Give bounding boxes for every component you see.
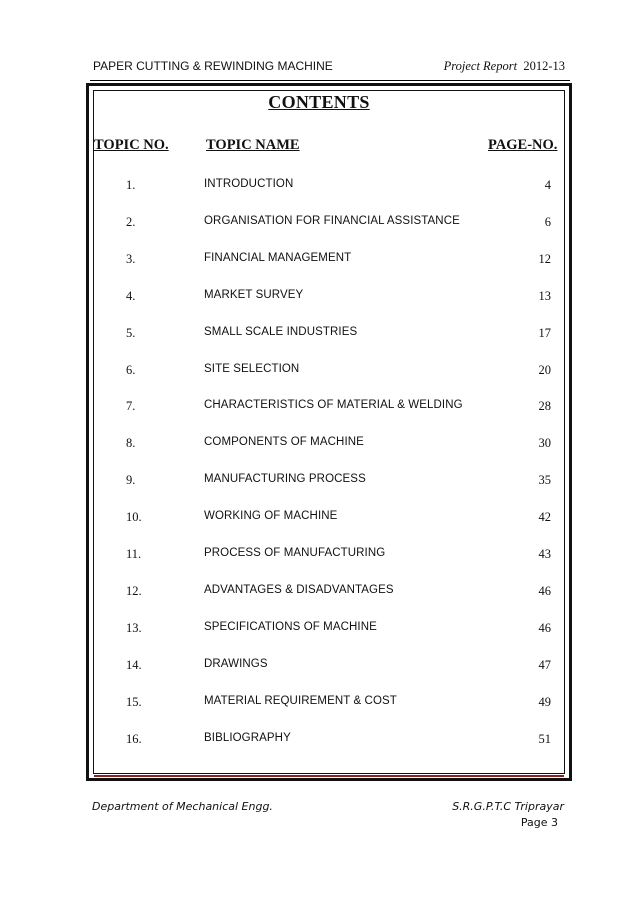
toc-topic-number: 13. xyxy=(126,620,142,635)
toc-topic-number: 4. xyxy=(126,288,136,303)
toc-topic-number: 10. xyxy=(126,510,142,525)
toc-topic-number: 12. xyxy=(126,583,142,598)
toc-topic-name: COMPONENTS OF MACHINE xyxy=(204,436,364,449)
toc-row xyxy=(0,695,638,713)
column-header-page-no: PAGE-NO. xyxy=(488,137,558,153)
toc-topic-name: INTRODUCTION xyxy=(204,178,294,190)
toc-page-number: 46 xyxy=(538,620,551,635)
toc-topic-number: 8. xyxy=(126,436,136,451)
toc-page-number: 4 xyxy=(544,178,551,192)
toc-page-number: 51 xyxy=(538,731,551,746)
toc-page-number: 6 xyxy=(544,214,551,229)
toc-page-number: 28 xyxy=(538,399,551,414)
column-header-topic-no: TOPIC NO. xyxy=(94,137,169,153)
toc-topic-name: SITE SELECTION xyxy=(204,362,300,375)
toc-topic-number: 3. xyxy=(126,251,136,266)
toc-topic-number: 14. xyxy=(126,657,142,672)
toc-topic-name: MATERIAL REQUIREMENT & COST xyxy=(204,694,397,707)
toc-topic-number: 11. xyxy=(126,547,142,561)
toc-topic-name: SMALL SCALE INDUSTRIES xyxy=(204,325,358,338)
toc-topic-number: 6. xyxy=(126,362,136,377)
toc-page-number: 42 xyxy=(538,510,551,525)
toc-topic-name: CHARACTERISTICS OF MATERIAL & WELDING xyxy=(204,399,463,412)
toc-page-number: 12 xyxy=(538,251,551,266)
toc-page-number: 13 xyxy=(538,288,551,303)
contents-heading-text: CONTENTS xyxy=(268,92,370,112)
toc-row xyxy=(0,658,638,676)
toc-row xyxy=(0,621,638,639)
toc-row xyxy=(0,326,638,344)
toc-row xyxy=(0,363,638,381)
toc-row xyxy=(0,436,638,454)
toc-topic-number: 5. xyxy=(126,325,136,340)
toc-page-number: 20 xyxy=(538,362,551,377)
toc-topic-number: 2. xyxy=(126,214,136,229)
toc-page-number: 49 xyxy=(538,694,551,709)
header-project-report xyxy=(444,59,565,74)
header-title: PAPER CUTTING & REWINDING MACHINE xyxy=(93,59,333,73)
contents-heading xyxy=(0,92,638,113)
toc-topic-name: FINANCIAL MANAGEMENT xyxy=(204,251,352,264)
toc-row xyxy=(0,289,638,307)
toc-topic-name: PROCESS OF MANUFACTURING xyxy=(204,547,386,559)
toc-row xyxy=(0,732,638,750)
footer-page-number: Page 3 xyxy=(520,816,558,829)
toc-topic-name: ADVANTAGES & DISADVANTAGES xyxy=(204,583,394,596)
toc-topic-number: 9. xyxy=(126,473,136,488)
toc-page-number: 30 xyxy=(538,436,551,451)
toc-row xyxy=(0,584,638,602)
footer-institution: S.R.G.P.T.C Triprayar xyxy=(452,800,564,813)
toc-row xyxy=(0,473,638,491)
toc-page-number: 17 xyxy=(538,325,551,340)
toc-topic-number: 1. xyxy=(126,178,136,192)
toc-topic-name: WORKING OF MACHINE xyxy=(204,510,338,523)
toc-row xyxy=(0,399,638,417)
toc-topic-number: 16. xyxy=(126,731,142,746)
toc-row xyxy=(0,252,638,270)
toc-topic-name: MANUFACTURING PROCESS xyxy=(204,473,366,486)
bottom-accent-rule xyxy=(94,775,564,777)
toc-row xyxy=(0,215,638,233)
toc-row xyxy=(0,547,638,565)
toc-row xyxy=(0,510,638,528)
toc-topic-name: MARKET SURVEY xyxy=(204,288,304,301)
header-project-label: Project Report xyxy=(443,59,518,73)
page-header xyxy=(93,59,567,77)
toc-topic-name: ORGANISATION FOR FINANCIAL ASSISTANCE xyxy=(204,214,460,227)
header-year: 2012-13 xyxy=(523,59,565,73)
toc-topic-number: 15. xyxy=(126,694,142,709)
toc-row xyxy=(0,178,638,196)
header-rule xyxy=(90,80,570,81)
footer-department: Department of Mechanical Engg. xyxy=(92,800,273,813)
toc-topic-name: SPECIFICATIONS OF MACHINE xyxy=(204,620,377,633)
toc-page-number: 46 xyxy=(538,583,551,598)
toc-topic-number: 7. xyxy=(126,399,136,414)
toc-topic-name: DRAWINGS xyxy=(204,657,268,670)
toc-topic-name: BIBLIOGRAPHY xyxy=(204,731,291,744)
toc-page-number: 47 xyxy=(538,657,551,672)
toc-page-number: 43 xyxy=(538,547,551,561)
toc-page-number: 35 xyxy=(538,473,551,488)
column-header-topic-name: TOPIC NAME xyxy=(206,137,300,153)
